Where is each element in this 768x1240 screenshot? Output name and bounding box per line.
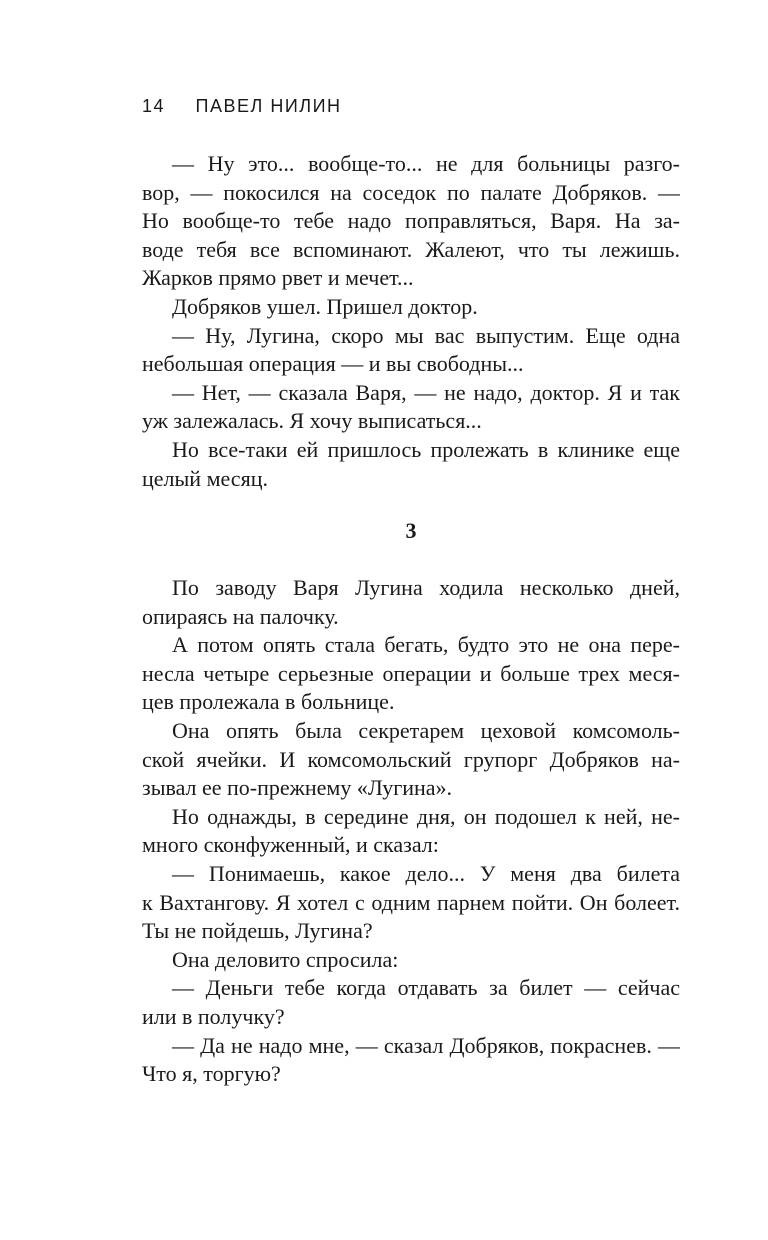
text-line: несла четыре серьезные операции и больше трех меся- [142,660,680,686]
text-line: Но все-таки ей пришлось пролежать в клинике еще [172,436,680,462]
text-line: к Вахтангову. Я хотел с одним парнем пойти. Он болеет. [142,889,680,915]
text-line: зывал ее по-прежнему «Лугина». [142,775,453,801]
text-line: — Деньги тебе когда отдавать за билет — сейчас [172,975,680,1001]
author-name: ПАВЕЛ НИЛИН [195,96,342,116]
text-line: целый месяц. [142,465,268,491]
paragraph [142,717,680,803]
text-line: или в получку? [142,1003,285,1029]
text-line: ской ячейки. И комсомольский групорг Добряков на- [142,746,680,772]
text-line: — Нет, — сказала Варя, — не надо, доктор. Я и так [172,379,680,405]
paragraph [142,574,680,631]
paragraph [142,803,680,860]
text-block-chapter-3 [142,574,680,1089]
text-line: Добряков ушел. Пришел доктор. [172,293,478,319]
running-head [142,94,342,118]
page-number: 14 [142,96,166,116]
text-line: много сконфуженный, и сказал: [142,832,439,858]
text-line: Но однажды, в середине дня, он подошел к ней, не- [172,803,680,829]
paragraph [142,631,680,717]
text-line: Но вообще-то тебе надо поправляться, Варя. На за- [142,208,680,234]
text-line: вор, — покосился на соседок по палате Добряков. — [142,179,680,205]
text-line: опираясь на палочку. [142,603,339,629]
paragraph [142,436,680,493]
text-line: цев пролежала в больнице. [142,689,395,715]
text-line: — Ну это... вообще-то... не для больницы разго- [172,151,680,176]
text-line: А потом опять стала бегать, будто это не она пере- [172,632,680,658]
text-block-before-chapter [142,150,680,493]
paragraph [142,322,680,379]
text-line: — Ну, Лугина, скоро мы вас выпустим. Еще одна [172,322,680,348]
text-line: По заводу Варя Лугина ходила несколько дней, [172,575,680,600]
text-line: Жарков прямо рвет и мечет... [142,265,414,291]
text-line: небольшая операция — и вы свободны... [142,351,524,377]
text-line: Она деловито спросила: [172,946,399,972]
paragraph [142,974,680,1031]
chapter-number: 3 [405,518,417,543]
paragraph [142,860,680,946]
text-line: — Да не надо мне, — сказал Добряков, покраснев. — [172,1032,680,1058]
text-line: Ты не пойдешь, Лугина? [142,918,373,944]
paragraph [142,946,680,975]
paragraph [142,379,680,436]
paragraph [142,293,680,322]
paragraph [142,150,680,293]
text-line: Она опять была секретарем цеховой комсомоль- [172,717,680,743]
text-line: Что я, торгую? [142,1061,281,1087]
text-line: воде тебя все вспоминают. Жалеют, что ты лежишь. [142,236,680,262]
text-line: уж залежалась. Я хочу выписаться... [142,408,482,434]
paragraph [142,1032,680,1089]
text-line: — Понимаешь, какое дело... У меня два билета [172,860,680,886]
